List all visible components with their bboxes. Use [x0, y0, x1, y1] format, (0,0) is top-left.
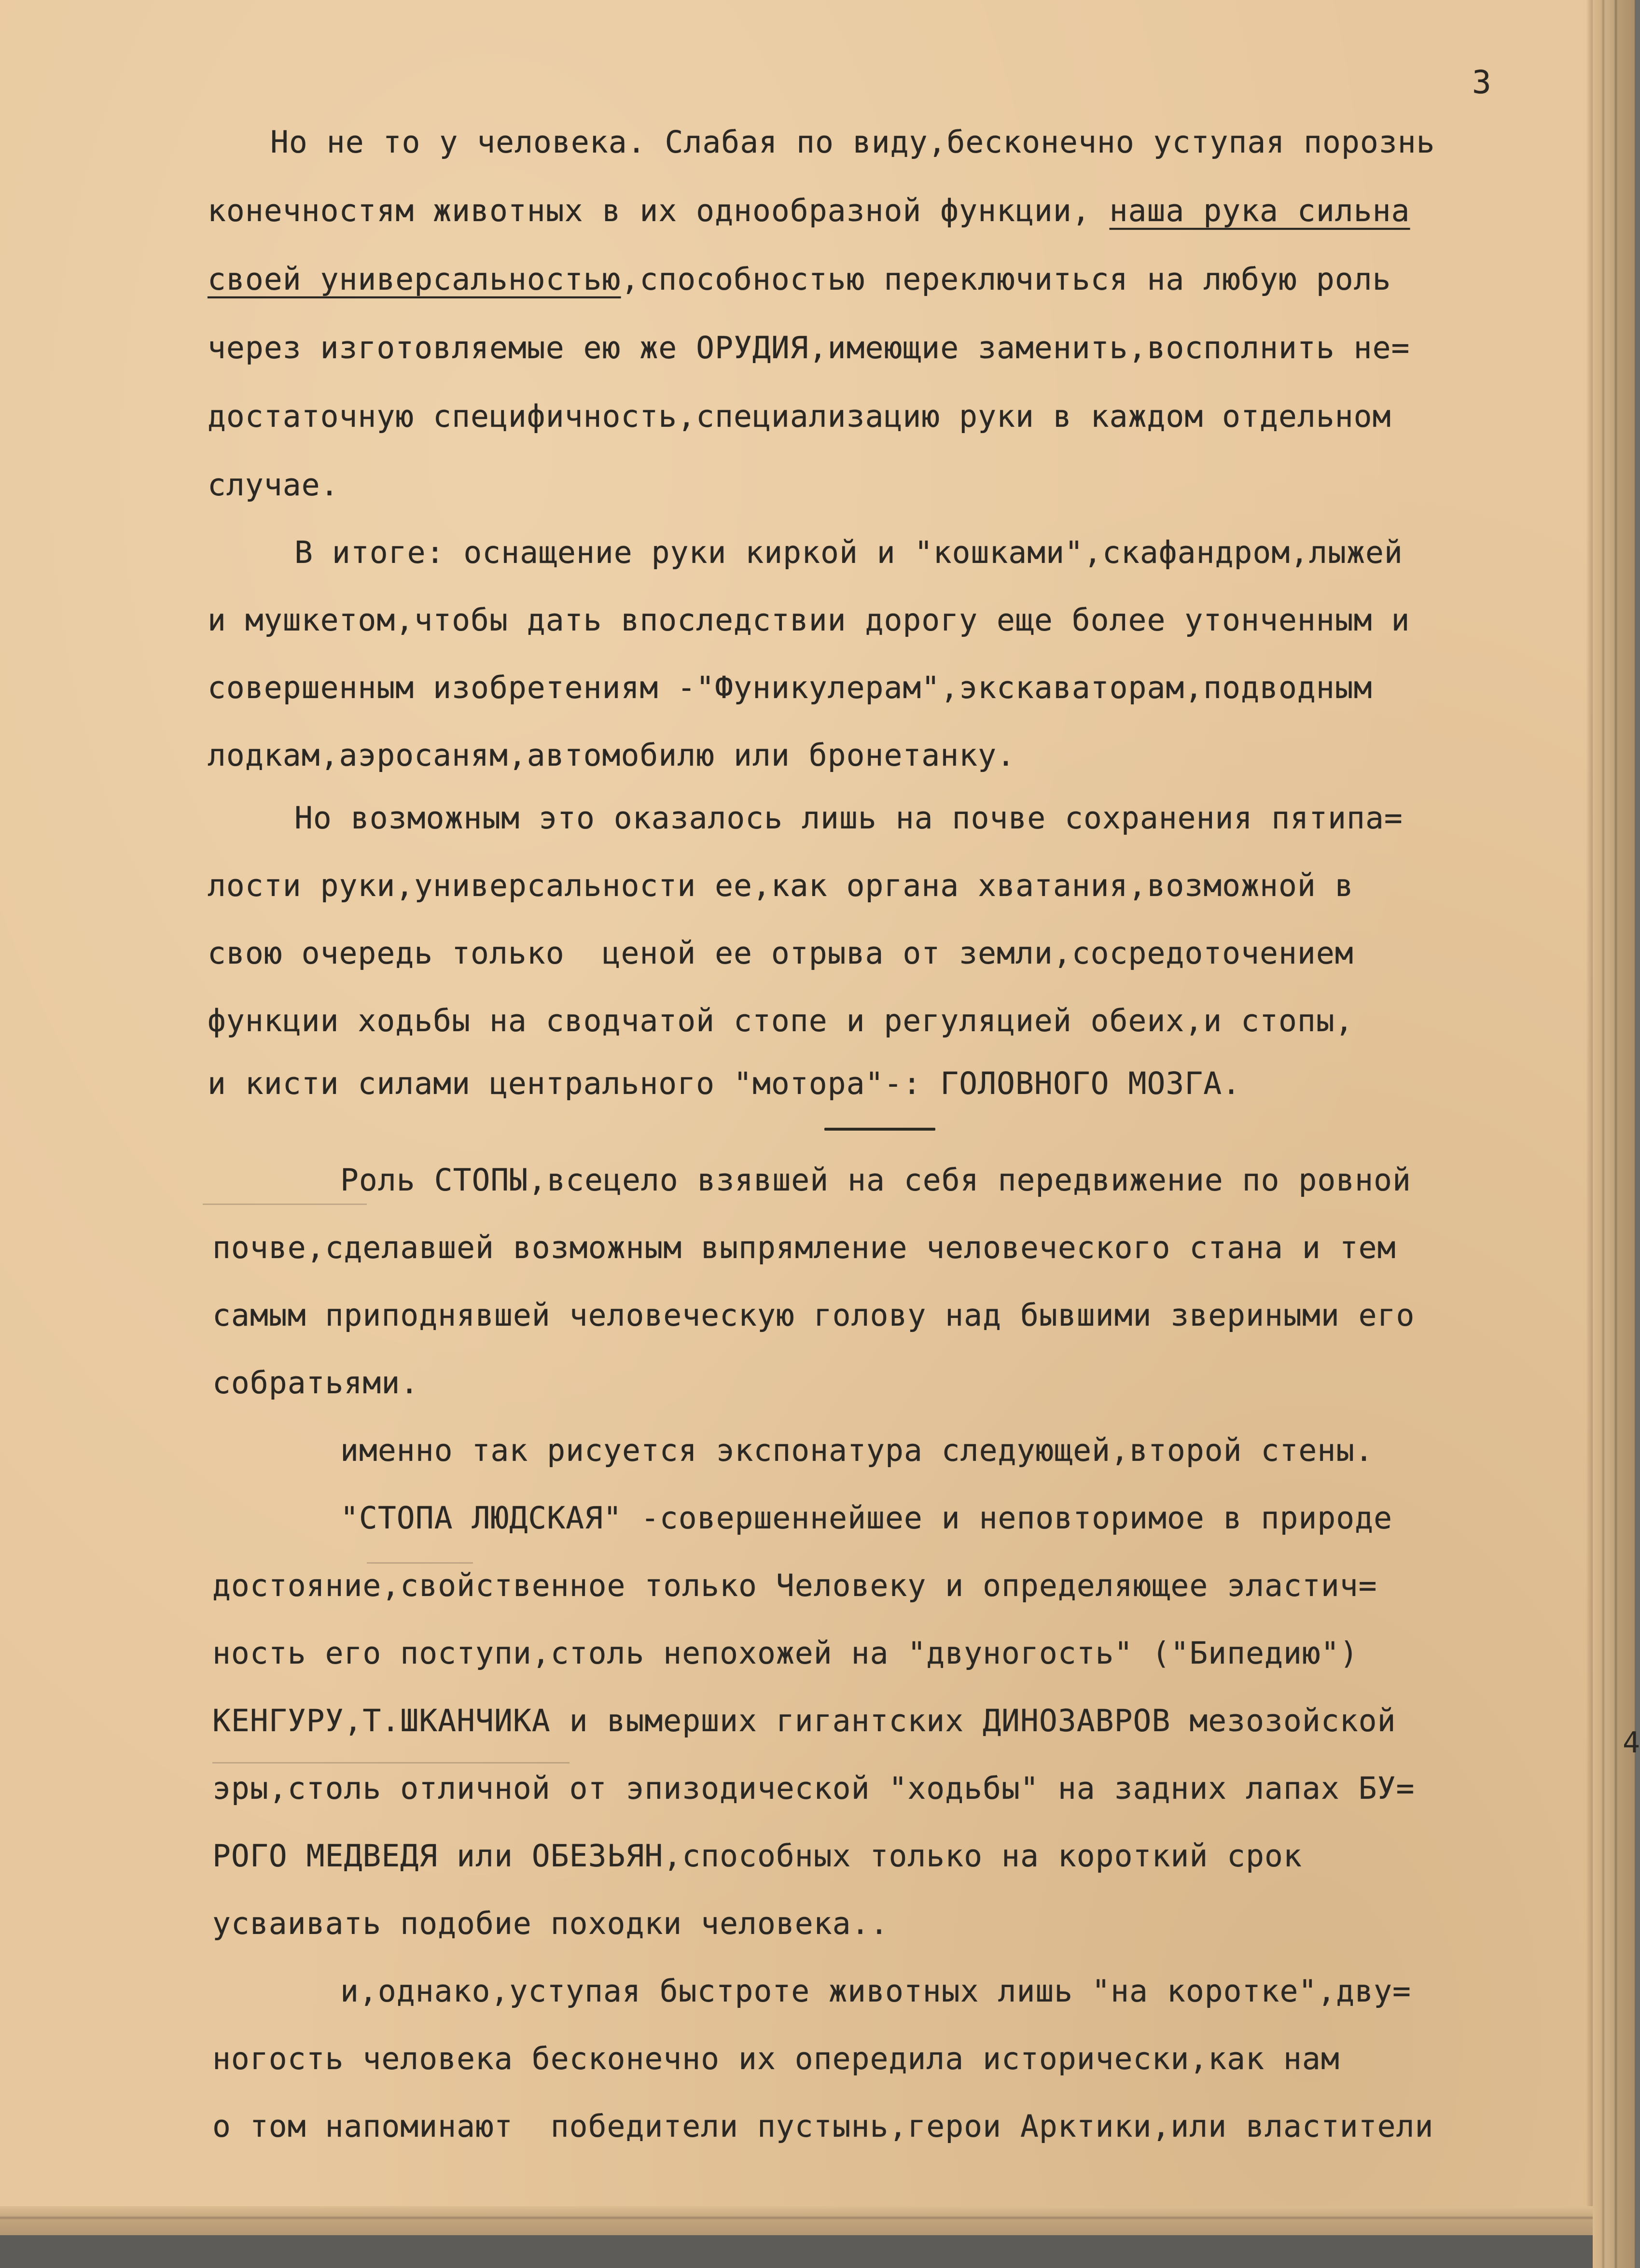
text-line-1: Но не то у человека. Слабая по виду,бесконечно уступая порознь [270, 125, 1435, 160]
text-line-8: и мушкетом,чтобы дать впоследствии дорогу еще более утонченным и [208, 602, 1410, 638]
text-line-26: РОГО МЕДВЕДЯ или ОБЕЗЬЯН,способных только на короткий срок [212, 1838, 1302, 1874]
text-line-5: достаточную специфичность,специализацию руки в каждом отдельном [208, 399, 1391, 434]
text-line-2 [208, 192, 1410, 230]
section-divider [824, 1128, 935, 1131]
text-line-22: достояние,свойственное только Человеку и определяющее эластич= [212, 1568, 1377, 1603]
text-line-27: усваивать подобие походки человека.. [212, 1906, 889, 1941]
text-line-6: случае. [208, 467, 339, 503]
text-line-15: и кисти силами центрального "мотора"-: ГОЛОВНОГО МОЗГА. [208, 1066, 1241, 1101]
faint-mark [203, 1204, 367, 1205]
text-line-13: свою очередь только ценой ее отрыва от земли,сосредоточением [208, 936, 1354, 971]
text-line-17: почве,сделавшей возможным выпрямление человеческого стана и тем [212, 1230, 1396, 1265]
text-line-18: самым приподнявшей человеческую голову над бывшими звериными его [212, 1298, 1415, 1333]
text-line-20: именно так рисуется экспонатура следующей,второй стены. [340, 1433, 1374, 1468]
text-line-14: функции ходьбы на сводчатой стопе и регуляцией обеих,и стопы, [208, 1003, 1354, 1038]
faint-mark [212, 1762, 570, 1764]
text-line-3-end: ,способностью переключиться на любую роль [621, 262, 1391, 297]
text-line-3 [208, 260, 1391, 299]
text-line-24: КЕНГУРУ,Т.ШКАНЧИКА и вымерших гигантских ДИНОЗАВРОВ мезозойской [212, 1703, 1396, 1738]
text-line-19: собратьями. [212, 1365, 419, 1400]
text-line-29: ногость человека бесконечно их опередила исторически,как нам [212, 2041, 1340, 2076]
text-line-2-start: конечностям животных в их однообразной функции, [208, 193, 1110, 228]
text-line-30: о том напоминают победители пустынь,герои Арктики,или властители [212, 2109, 1434, 2144]
faint-mark [367, 1562, 473, 1564]
underlined-phrase-1: наша рука сильна [1109, 193, 1410, 228]
text-line-12: лости руки,универсальности ее,как органа хватания,возможной в [208, 868, 1354, 903]
page-stack-bottom-edge [0, 2206, 1635, 2235]
text-line-28: и,однако,уступая быстроте животных лишь "на коротке",дву= [340, 1974, 1411, 2009]
text-line-25: эры,столь отличной от эпизодической "ходьбы" на задних лапах БУ= [212, 1771, 1415, 1806]
text-line-7: В итоге: оснащение руки киркой и "кошками",скафандром,лыжей [294, 535, 1403, 570]
text-line-11: Но возможным это оказалось лишь на почве сохранения пятипа= [294, 800, 1403, 836]
page-number: 3 [1472, 64, 1491, 101]
text-line-4: через изготовляемые ею же ОРУДИЯ,имеющие заменить,восполнить не= [208, 330, 1410, 365]
text-line-10: лодкам,аэросаням,автомобилю или бронетанку. [208, 738, 1015, 773]
text-line-23: ность его поступи,столь непохожей на "двуногость" ("Бипедию") [212, 1636, 1359, 1671]
text-line-16: Роль СТОПЫ,всецело взявшей на себя передвижение по ровной [340, 1162, 1411, 1198]
margin-mark: 4 [1623, 1726, 1640, 1760]
text-line-9: совершенным изобретениям -"Фуникулерам",экскаваторам,подводным [208, 670, 1373, 705]
text-line-21: "СТОПА ЛЮДСКАЯ" -совершеннейшее и неповторимое в природе [340, 1500, 1393, 1536]
underlined-phrase-2: своей универсальностью [208, 262, 621, 297]
